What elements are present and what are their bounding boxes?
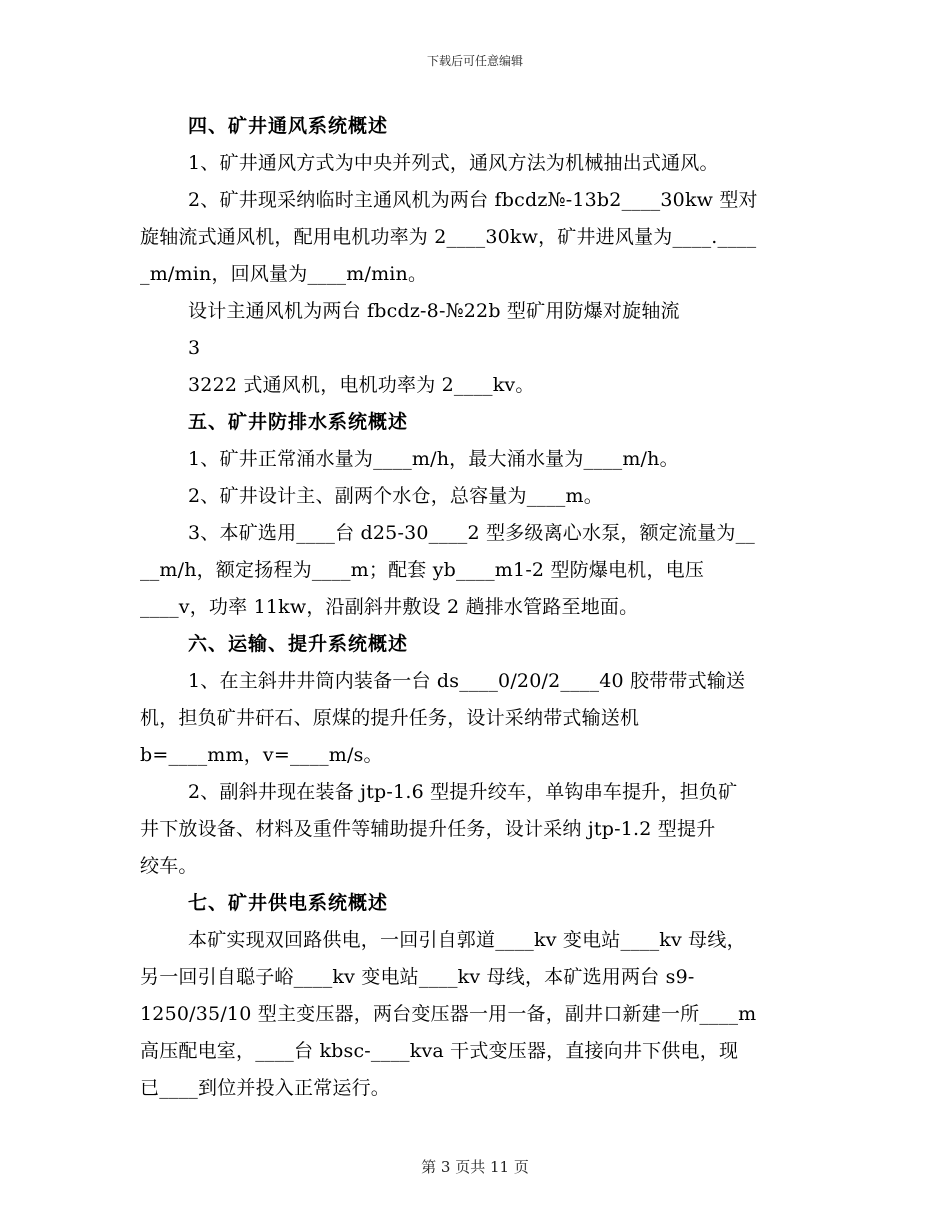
section-heading-ventilation: 四、矿井通风系统概述 xyxy=(188,115,389,137)
paragraph-line: 另一回引自聪子峪____kv 变电站____kv 母线，本矿选用两台 s9- xyxy=(140,966,695,988)
paragraph-line: 设计主通风机为两台 fbcdz-8-№22b 型矿用防爆对旋轴流 xyxy=(188,300,680,322)
paragraph-line: 1、在主斜井井筒内装备一台 ds____0/20/2____40 胶带带式输送 xyxy=(188,670,746,692)
paragraph-line: 3222 式通风机，电机功率为 2____kv。 xyxy=(188,374,535,396)
page-header: 下载后可任意编辑 xyxy=(426,54,523,68)
paragraph-line: 已____到位并投入正常运行。 xyxy=(140,1077,391,1099)
paragraph-line: ____v，功率 11kw，沿副斜井敷设 2 趟排水管路至地面。 xyxy=(140,596,639,618)
paragraph-line: 本矿实现双回路供电，一回引自郭道____kv 变电站____kv 母线， xyxy=(188,929,746,951)
paragraph-line: 2、矿井设计主、副两个水仓，总容量为____m。 xyxy=(188,485,603,507)
paragraph-line: 1250/35/10 型主变压器，两台变压器一用一备，副井口新建一所____m xyxy=(140,1003,757,1025)
section-heading-drainage: 五、矿井防排水系统概述 xyxy=(188,411,409,433)
paragraph-line: 2、副斜井现在装备 jtp-1.6 型提升绞车，单钩串车提升，担负矿 xyxy=(188,781,738,803)
paragraph-line: 机，担负矿井矸石、原煤的提升任务，设计采纳带式输送机 xyxy=(140,707,640,729)
paragraph-line: _m/min，回风量为____m/min。 xyxy=(140,263,428,285)
section-heading-power: 七、矿井供电系统概述 xyxy=(188,892,389,914)
paragraph-line: 1、矿井正常涌水量为____m/h，最大涌水量为____m/h。 xyxy=(188,448,679,470)
paragraph-line: __m/h，额定扬程为____m；配套 yb____m1-2 型防爆电机，电压 xyxy=(140,559,705,581)
document-body xyxy=(140,108,820,1107)
paragraph-line: 3 xyxy=(188,337,201,359)
paragraph-line: 3、本矿选用____台 d25-30____2 型多级离心水泵，额定流量为__ xyxy=(188,522,755,544)
paragraph-line: b=____mm，v=____m/s。 xyxy=(140,744,383,766)
paragraph-line: 1、矿井通风方式为中央并列式，通风方法为机械抽出式通风。 xyxy=(188,152,719,174)
paragraph-line: 旋轴流式通风机，配用电机功率为 2____30kw，矿井进风量为____.____ xyxy=(140,226,757,248)
paragraph-line: 高压配电室，____台 kbsc-____kva 干式变压器，直接向井下供电，现 xyxy=(140,1040,739,1062)
paragraph-line: 2、矿井现采纳临时主通风机为两台 fbcdz№-13b2____30kw 型对 xyxy=(188,189,758,211)
paragraph-line: 井下放设备、材料及重件等辅助提升任务，设计采纳 jtp-1.2 型提升 xyxy=(140,818,716,840)
section-heading-transport: 六、运输、提升系统概述 xyxy=(188,633,409,655)
paragraph-line: 绞车。 xyxy=(140,855,198,877)
page-footer: 第 3 页共 11 页 xyxy=(421,1158,529,1176)
